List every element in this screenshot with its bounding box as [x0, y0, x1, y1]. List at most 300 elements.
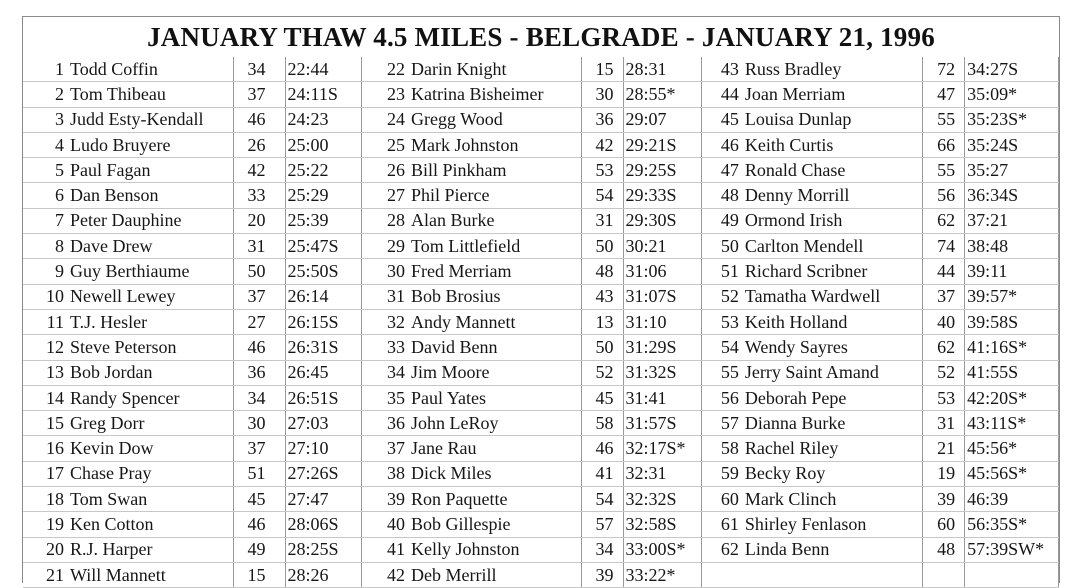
runner-name: Katrina Bisheimer	[409, 82, 581, 107]
runner-name: Tamatha Wardwell	[743, 284, 923, 309]
runner-age: 37	[233, 82, 285, 107]
runner-age: 62	[923, 335, 965, 360]
table-row	[23, 512, 361, 537]
runner-name: Keith Holland	[743, 309, 923, 334]
runner-age: 62	[923, 208, 965, 233]
place-cell: 58	[701, 436, 743, 461]
place-cell: 35	[361, 385, 409, 410]
finish-time: 35:09*	[965, 82, 1059, 107]
place-cell: 6	[23, 183, 68, 208]
runner-age: 44	[923, 259, 965, 284]
runner-name: Peter Dauphine	[68, 208, 233, 233]
finish-time: 27:26S	[285, 461, 361, 486]
finish-time: 31:32S	[623, 360, 701, 385]
place-cell: 32	[361, 309, 409, 334]
runner-age: 30	[233, 411, 285, 436]
finish-time: 26:15S	[285, 309, 361, 334]
runner-age: 72	[923, 57, 965, 82]
finish-time: 42:20S*	[965, 385, 1059, 410]
runner-age: 20	[233, 208, 285, 233]
runner-name: Dianna Burke	[743, 411, 923, 436]
table-row	[23, 562, 361, 587]
finish-time: 31:57S	[623, 411, 701, 436]
runner-age: 58	[581, 411, 623, 436]
finish-time: 33:22*	[623, 562, 701, 587]
runner-age: 36	[233, 360, 285, 385]
table-row	[361, 461, 701, 486]
runner-name: Russ Bradley	[743, 57, 923, 82]
place-cell: 46	[701, 132, 743, 157]
place-cell: 53	[701, 309, 743, 334]
place-cell: 49	[701, 208, 743, 233]
finish-time: 25:50S	[285, 259, 361, 284]
table-row	[361, 284, 701, 309]
place-cell: 24	[361, 107, 409, 132]
place-cell: 52	[701, 284, 743, 309]
place-cell: 23	[361, 82, 409, 107]
table-row	[361, 132, 701, 157]
runner-age: 55	[923, 107, 965, 132]
finish-time: 25:39	[285, 208, 361, 233]
runner-name: Steve Peterson	[68, 335, 233, 360]
table-row	[23, 208, 361, 233]
table-row	[701, 562, 1059, 587]
runner-age: 21	[923, 436, 965, 461]
finish-time: 28:55*	[623, 82, 701, 107]
place-cell: 12	[23, 335, 68, 360]
place-cell: 3	[23, 107, 68, 132]
place-cell: 62	[701, 537, 743, 562]
table-row	[23, 487, 361, 512]
runner-age: 15	[581, 57, 623, 82]
runner-age: 48	[923, 537, 965, 562]
place-cell: 13	[23, 360, 68, 385]
runner-name: Dave Drew	[68, 234, 233, 259]
runner-age: 47	[923, 82, 965, 107]
table-row	[701, 82, 1059, 107]
runner-age: 54	[581, 183, 623, 208]
place-cell: 33	[361, 335, 409, 360]
runner-name: Bob Brosius	[409, 284, 581, 309]
finish-time: 27:03	[285, 411, 361, 436]
runner-name: T.J. Hesler	[68, 309, 233, 334]
runner-name: Todd Coffin	[68, 57, 233, 82]
finish-time: 35:23S*	[965, 107, 1059, 132]
table-row	[701, 107, 1059, 132]
table-row	[361, 234, 701, 259]
table-row	[361, 259, 701, 284]
table-row	[701, 411, 1059, 436]
finish-time: 29:33S	[623, 183, 701, 208]
finish-time: 27:47	[285, 487, 361, 512]
table-row	[361, 158, 701, 183]
place-cell: 11	[23, 309, 68, 334]
runner-age: 57	[581, 512, 623, 537]
finish-time: 39:58S	[965, 309, 1059, 334]
runner-name: Deborah Pepe	[743, 385, 923, 410]
finish-time: 32:58S	[623, 512, 701, 537]
runner-name: Paul Fagan	[68, 158, 233, 183]
runner-name: Greg Dorr	[68, 411, 233, 436]
table-row	[701, 284, 1059, 309]
results-column-3	[701, 57, 1059, 588]
place-cell: 57	[701, 411, 743, 436]
runner-name: Ludo Bruyere	[68, 132, 233, 157]
runner-name: R.J. Harper	[68, 537, 233, 562]
place-cell: 27	[361, 183, 409, 208]
finish-time: 28:31	[623, 57, 701, 82]
runner-name: Ronald Chase	[743, 158, 923, 183]
runner-name: Ormond Irish	[743, 208, 923, 233]
runner-age: 26	[233, 132, 285, 157]
runner-age: 48	[581, 259, 623, 284]
place-cell: 10	[23, 284, 68, 309]
runner-name: Jim Moore	[409, 360, 581, 385]
runner-name: Kelly Johnston	[409, 537, 581, 562]
table-row	[361, 562, 701, 587]
table-row	[361, 360, 701, 385]
table-row	[23, 309, 361, 334]
runner-name: Randy Spencer	[68, 385, 233, 410]
finish-time: 33:00S*	[623, 537, 701, 562]
runner-name: Chase Pray	[68, 461, 233, 486]
table-row	[361, 183, 701, 208]
finish-time: 26:31S	[285, 335, 361, 360]
place-cell: 37	[361, 436, 409, 461]
place-cell	[701, 562, 743, 587]
finish-time: 41:16S*	[965, 335, 1059, 360]
finish-time: 28:06S	[285, 512, 361, 537]
runner-age	[923, 562, 965, 587]
table-row	[23, 259, 361, 284]
place-cell: 8	[23, 234, 68, 259]
table-row	[23, 436, 361, 461]
table-row	[23, 461, 361, 486]
table-row	[701, 208, 1059, 233]
finish-time: 24:11S	[285, 82, 361, 107]
runner-name: Fred Merriam	[409, 259, 581, 284]
table-row	[23, 284, 361, 309]
runner-name: Rachel Riley	[743, 436, 923, 461]
finish-time: 31:07S	[623, 284, 701, 309]
page-title: JANUARY THAW 4.5 MILES - BELGRADE - JANUARY 21, 1996	[147, 22, 935, 52]
finish-time: 41:55S	[965, 360, 1059, 385]
runner-name: David Benn	[409, 335, 581, 360]
place-cell: 59	[701, 461, 743, 486]
table-row	[361, 537, 701, 562]
runner-age: 60	[923, 512, 965, 537]
runner-age: 31	[233, 234, 285, 259]
place-cell: 48	[701, 183, 743, 208]
finish-time: 34:27S	[965, 57, 1059, 82]
finish-time: 36:34S	[965, 183, 1059, 208]
runner-age: 52	[581, 360, 623, 385]
runner-age: 36	[581, 107, 623, 132]
table-row	[701, 512, 1059, 537]
place-cell: 34	[361, 360, 409, 385]
runner-name: Mark Clinch	[743, 487, 923, 512]
finish-time: 35:27	[965, 158, 1059, 183]
results-column-2	[361, 57, 702, 588]
place-cell: 16	[23, 436, 68, 461]
table-row	[23, 360, 361, 385]
runner-age: 37	[233, 284, 285, 309]
runner-name: Jane Rau	[409, 436, 581, 461]
runner-age: 43	[581, 284, 623, 309]
finish-time: 31:29S	[623, 335, 701, 360]
runner-age: 66	[923, 132, 965, 157]
runner-age: 40	[923, 309, 965, 334]
finish-time: 56:35S*	[965, 512, 1059, 537]
runner-age: 49	[233, 537, 285, 562]
table-row	[361, 487, 701, 512]
finish-time: 25:29	[285, 183, 361, 208]
table-row	[701, 385, 1059, 410]
table-row	[701, 309, 1059, 334]
finish-time: 25:47S	[285, 234, 361, 259]
runner-age: 53	[581, 158, 623, 183]
place-cell: 54	[701, 335, 743, 360]
finish-time: 27:10	[285, 436, 361, 461]
place-cell: 30	[361, 259, 409, 284]
place-cell: 40	[361, 512, 409, 537]
runner-age: 52	[923, 360, 965, 385]
runner-name: Paul Yates	[409, 385, 581, 410]
finish-time: 46:39	[965, 487, 1059, 512]
runner-name: Guy Berthiaume	[68, 259, 233, 284]
place-cell: 1	[23, 57, 68, 82]
runner-name: Phil Pierce	[409, 183, 581, 208]
finish-time: 29:30S	[623, 208, 701, 233]
place-cell: 36	[361, 411, 409, 436]
table-row	[361, 208, 701, 233]
place-cell: 4	[23, 132, 68, 157]
runner-age: 46	[581, 436, 623, 461]
place-cell: 17	[23, 461, 68, 486]
finish-time: 31:06	[623, 259, 701, 284]
table-row	[23, 82, 361, 107]
finish-time: 26:45	[285, 360, 361, 385]
finish-time: 37:21	[965, 208, 1059, 233]
runner-name: Ken Cotton	[68, 512, 233, 537]
finish-time: 29:25S	[623, 158, 701, 183]
place-cell: 45	[701, 107, 743, 132]
runner-age: 34	[233, 57, 285, 82]
runner-age: 37	[233, 436, 285, 461]
finish-time: 22:44	[285, 57, 361, 82]
place-cell: 15	[23, 411, 68, 436]
finish-time: 39:11	[965, 259, 1059, 284]
table-row	[361, 57, 701, 82]
finish-time: 45:56*	[965, 436, 1059, 461]
runner-name: Gregg Wood	[409, 107, 581, 132]
place-cell: 18	[23, 487, 68, 512]
place-cell: 19	[23, 512, 68, 537]
place-cell: 47	[701, 158, 743, 183]
runner-name: Alan Burke	[409, 208, 581, 233]
place-cell: 39	[361, 487, 409, 512]
runner-age: 46	[233, 335, 285, 360]
table-row	[361, 309, 701, 334]
finish-time: 29:21S	[623, 132, 701, 157]
runner-name: Tom Thibeau	[68, 82, 233, 107]
runner-name: Linda Benn	[743, 537, 923, 562]
table-row	[701, 487, 1059, 512]
runner-age: 50	[581, 335, 623, 360]
table-row	[361, 411, 701, 436]
table-row	[361, 436, 701, 461]
runner-age: 56	[923, 183, 965, 208]
runner-age: 39	[581, 562, 623, 587]
runner-name	[743, 562, 923, 587]
runner-name: Richard Scribner	[743, 259, 923, 284]
runner-age: 30	[581, 82, 623, 107]
table-row	[23, 158, 361, 183]
runner-name: Bob Gillespie	[409, 512, 581, 537]
place-cell: 22	[361, 57, 409, 82]
runner-name: Judd Esty-Kendall	[68, 107, 233, 132]
runner-name: Tom Littlefield	[409, 234, 581, 259]
runner-age: 42	[233, 158, 285, 183]
table-row	[701, 335, 1059, 360]
runner-age: 39	[923, 487, 965, 512]
runner-age: 45	[581, 385, 623, 410]
runner-name: Kevin Dow	[68, 436, 233, 461]
place-cell: 56	[701, 385, 743, 410]
runner-name: Deb Merrill	[409, 562, 581, 587]
place-cell: 51	[701, 259, 743, 284]
runner-name: Will Mannett	[68, 562, 233, 587]
runner-age: 46	[233, 512, 285, 537]
table-row	[23, 385, 361, 410]
place-cell: 41	[361, 537, 409, 562]
place-cell: 61	[701, 512, 743, 537]
runner-name: Andy Mannett	[409, 309, 581, 334]
table-row	[701, 234, 1059, 259]
table-row	[701, 132, 1059, 157]
place-cell: 25	[361, 132, 409, 157]
runner-age: 33	[233, 183, 285, 208]
place-cell: 5	[23, 158, 68, 183]
runner-age: 42	[581, 132, 623, 157]
table-row	[361, 385, 701, 410]
runner-age: 34	[581, 537, 623, 562]
runner-age: 46	[233, 107, 285, 132]
runner-name: Shirley Fenlason	[743, 512, 923, 537]
place-cell: 14	[23, 385, 68, 410]
runner-name: Ron Paquette	[409, 487, 581, 512]
results-column-1	[23, 57, 362, 588]
table-row	[361, 82, 701, 107]
finish-time: 38:48	[965, 234, 1059, 259]
table-row	[701, 537, 1059, 562]
place-cell: 50	[701, 234, 743, 259]
place-cell: 31	[361, 284, 409, 309]
runner-age: 54	[581, 487, 623, 512]
table-row	[23, 132, 361, 157]
runner-name: John LeRoy	[409, 411, 581, 436]
runner-name: Bill Pinkham	[409, 158, 581, 183]
finish-time	[965, 562, 1059, 587]
table-row	[701, 158, 1059, 183]
runner-age: 50	[233, 259, 285, 284]
runner-age: 19	[923, 461, 965, 486]
runner-age: 37	[923, 284, 965, 309]
runner-name: Becky Roy	[743, 461, 923, 486]
table-row	[701, 360, 1059, 385]
finish-time: 30:21	[623, 234, 701, 259]
finish-time: 31:41	[623, 385, 701, 410]
runner-age: 50	[581, 234, 623, 259]
table-row	[23, 537, 361, 562]
runner-age: 53	[923, 385, 965, 410]
place-cell: 29	[361, 234, 409, 259]
runner-age: 27	[233, 309, 285, 334]
finish-time: 26:14	[285, 284, 361, 309]
runner-age: 51	[233, 461, 285, 486]
table-row	[701, 461, 1059, 486]
finish-time: 32:17S*	[623, 436, 701, 461]
table-row	[23, 183, 361, 208]
runner-name: Dick Miles	[409, 461, 581, 486]
finish-time: 45:56S*	[965, 461, 1059, 486]
finish-time: 43:11S*	[965, 411, 1059, 436]
place-cell: 38	[361, 461, 409, 486]
place-cell: 20	[23, 537, 68, 562]
finish-time: 25:00	[285, 132, 361, 157]
finish-time: 32:31	[623, 461, 701, 486]
place-cell: 21	[23, 562, 68, 587]
place-cell: 44	[701, 82, 743, 107]
runner-age: 41	[581, 461, 623, 486]
runner-age: 15	[233, 562, 285, 587]
place-cell: 2	[23, 82, 68, 107]
runner-name: Newell Lewey	[68, 284, 233, 309]
table-row	[701, 259, 1059, 284]
place-cell: 9	[23, 259, 68, 284]
finish-time: 26:51S	[285, 385, 361, 410]
finish-time: 24:23	[285, 107, 361, 132]
place-cell: 28	[361, 208, 409, 233]
finish-time: 28:25S	[285, 537, 361, 562]
runner-name: Keith Curtis	[743, 132, 923, 157]
finish-time: 57:39SW*	[965, 537, 1059, 562]
runner-name: Jerry Saint Amand	[743, 360, 923, 385]
place-cell: 26	[361, 158, 409, 183]
table-row	[23, 335, 361, 360]
runner-age: 13	[581, 309, 623, 334]
finish-time: 39:57*	[965, 284, 1059, 309]
runner-name: Dan Benson	[68, 183, 233, 208]
finish-time: 31:10	[623, 309, 701, 334]
finish-time: 35:24S	[965, 132, 1059, 157]
runner-age: 34	[233, 385, 285, 410]
finish-time: 29:07	[623, 107, 701, 132]
table-row	[361, 335, 701, 360]
finish-time: 25:22	[285, 158, 361, 183]
table-row	[361, 107, 701, 132]
runner-name: Wendy Sayres	[743, 335, 923, 360]
place-cell: 7	[23, 208, 68, 233]
runner-name: Tom Swan	[68, 487, 233, 512]
runner-age: 31	[923, 411, 965, 436]
table-row	[23, 57, 361, 82]
place-cell: 60	[701, 487, 743, 512]
table-row	[23, 234, 361, 259]
place-cell: 42	[361, 562, 409, 587]
runner-age: 55	[923, 158, 965, 183]
finish-time: 32:32S	[623, 487, 701, 512]
